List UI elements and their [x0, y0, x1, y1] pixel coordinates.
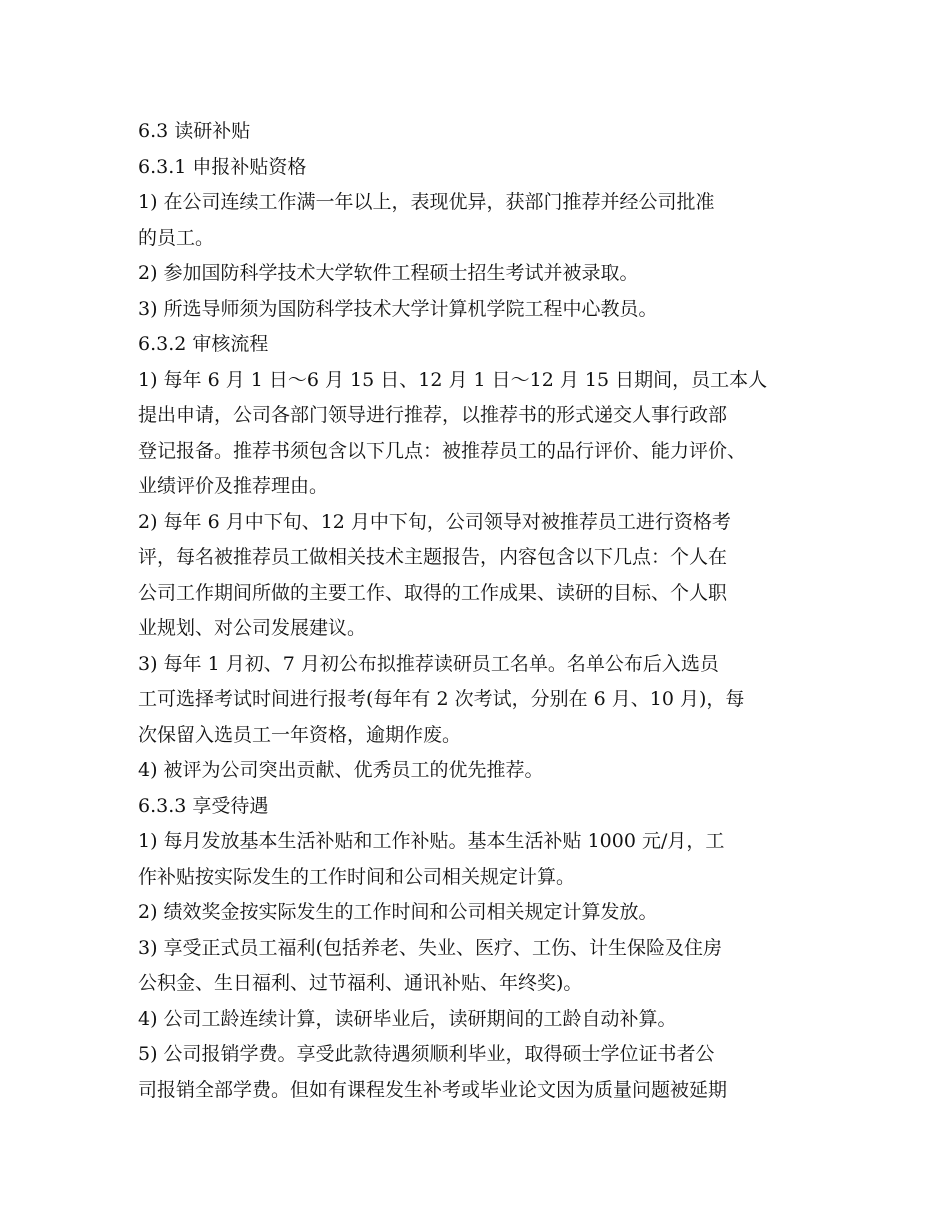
document-body: [138, 114, 828, 1108]
paragraph-line: 2) 参加国防科学技术大学软件工程硕士招生考试并被录取。: [138, 262, 639, 284]
paragraph-line: 提出申请，公司各部门领导进行推荐，以推荐书的形式递交人事行政部: [138, 404, 728, 426]
paragraph-line: 评，每名被推荐员工做相关技术主题报告，内容包含以下几点：个人在: [138, 546, 728, 568]
subsection-heading: 6.3.1 申报补贴资格: [138, 155, 307, 178]
paragraph-line: 3) 每年 1 月初、7 月初公布拟推荐读研员工名单。名单公布后入选员: [138, 652, 719, 675]
paragraph-line: 工可选择考试时间进行报考(每年有 2 次考试，分别在 6 月、10 月)，每: [138, 688, 745, 710]
paragraph-line: 3) 所选导师须为国防科学技术大学计算机学院工程中心教员。: [138, 297, 658, 320]
paragraph-line: 公积金、生日福利、过节福利、通讯补贴、年终奖)。: [138, 972, 583, 994]
paragraph-line: 2) 每年 6 月中下旬、12 月中下旬，公司领导对被推荐员工进行资格考: [138, 510, 731, 533]
paragraph-line: 3) 享受正式员工福利(包括养老、失业、医疗、工伤、计生保险及住房: [138, 936, 722, 959]
paragraph-line: 4) 被评为公司突出贡献、优秀员工的优先推荐。: [138, 759, 544, 781]
subsection-heading: 6.3.2 审核流程: [138, 333, 269, 355]
paragraph-line: 公司工作期间所做的主要工作、取得的工作成果、读研的目标、个人职: [138, 581, 728, 604]
section-heading: 6.3 读研补贴: [138, 120, 251, 142]
subsection-heading: 6.3.3 享受待遇: [138, 794, 269, 817]
paragraph-line: 业规划、对公司发展建议。: [138, 617, 367, 639]
paragraph-line: 业绩评价及推荐理由。: [138, 475, 329, 497]
paragraph-line: 4) 公司工龄连续计算，读研毕业后，读研期间的工龄自动补算。: [138, 1007, 677, 1030]
paragraph-line: 的员工。: [138, 226, 215, 249]
paragraph-line: 5) 公司报销学费。享受此款待遇须顺利毕业，取得硕士学位证书者公: [138, 1043, 715, 1065]
paragraph-line: 1) 在公司连续工作满一年以上，表现优异，获部门推荐并经公司批准: [138, 191, 715, 213]
paragraph-line: 2) 绩效奖金按实际发生的工作时间和公司相关规定计算发放。: [138, 901, 658, 923]
paragraph-line: 1) 每月发放基本生活补贴和工作补贴。基本生活补贴 1000 元/月，工: [138, 830, 725, 852]
paragraph-line: 作补贴按实际发生的工作时间和公司相关规定计算。: [138, 865, 576, 888]
paragraph-line: 1) 每年 6 月 1 日～6 月 15 日、12 月 1 日～12 月 15 日期间，员工本人: [138, 368, 768, 391]
paragraph-line: 次保留入选员工一年资格，逾期作废。: [138, 723, 462, 746]
paragraph-line: 登记报备。推荐书须包含以下几点：被推荐员工的品行评价、能力评价、: [138, 439, 747, 462]
paragraph-line: 司报销全部学费。但如有课程发生补考或毕业论文因为质量问题被延期: [138, 1078, 728, 1101]
